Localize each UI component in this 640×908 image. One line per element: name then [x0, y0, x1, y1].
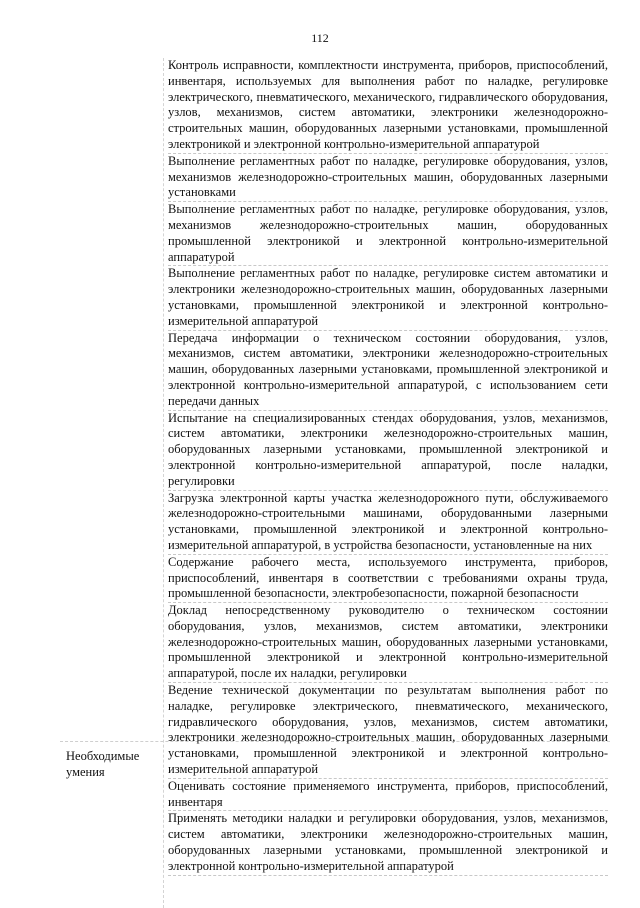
column-divider	[163, 58, 164, 908]
section-label: Необходимые умения	[66, 749, 140, 779]
action-item: Контроль исправности, комплектности инструмента, приборов, приспособлений, инвентаря, используемых для выполнения работ по наладке, регулировке электрического, пневматического, механического, гидравлического оборудования, узлов, механизмов, систем автоматики, электроники железнодорожно-строительных машин, оборудованных лазерными установками, промышленной электроникой и электронной контрольно-измерительной аппаратурой	[168, 58, 608, 154]
action-item: Испытание на специализированных стендах оборудования, узлов, механизмов, систем автоматики, электроники железнодорожно-строительных машин, оборудованных лазерными установками, промышленной электроникой и электронной контрольно-измерительной аппаратурой, после наладки, регулировки	[168, 411, 608, 491]
content-column	[168, 58, 608, 876]
action-item: Доклад непосредственному руководителю о техническом состоянии оборудования, узлов, механизмов, систем автоматики, электроники железнодорожно-строительных машин, оборудованных лазерными установками, промышленной электроникой и электронной контрольно-измерительной аппаратурой, после их наладки, регулировки	[168, 603, 608, 683]
action-item: Содержание рабочего места, используемого инструмента, приборов, приспособлений, инвентаря в соответствии с требованиями охраны труда, промышленной безопасности, электробезопасности, пожарной безопасности	[168, 555, 608, 603]
skill-item: Применять методики наладки и регулировки оборудования, узлов, механизмов, систем автоматики, электроники железнодорожно-строительных машин, оборудованных лазерными установками, промышленной электроникой и электронной контрольно-измерительной аппаратурой	[168, 811, 608, 875]
action-item: Выполнение регламентных работ по наладке, регулировке систем автоматики и электроники железнодорожно-строительных машин, оборудованных лазерными установками, промышленной электроникой и электронной контрольно-измерительной аппаратурой	[168, 266, 608, 330]
skills-label-cell	[66, 749, 161, 781]
action-item: Выполнение регламентных работ по наладке, регулировке оборудования, узлов, механизмов железнодорожно-строительных машин, оборудованных промышленной электроникой и электронной контрольно-измерительной аппаратурой	[168, 202, 608, 266]
action-item: Передача информации о техническом состоянии оборудования, узлов, механизмов, систем автоматики, электроники железнодорожно-строительных машин, оборудованных лазерными установками, промышленной электроникой и электронной контрольно-измерительной аппаратурой, с использованием сети передачи данных	[168, 331, 608, 411]
skill-item: Оценивать состояние применяемого инструмента, приборов, приспособлений, инвентаря	[168, 779, 608, 812]
action-item: Выполнение регламентных работ по наладке, регулировке оборудования, узлов, механизмов железнодорожно-строительных машин, оборудованных лазерными установками	[168, 154, 608, 202]
action-item: Ведение технической документации по результатам выполнения работ по наладке, регулировке электрического, пневматического, механического, гидравлического оборудования, узлов, механизмов, систем автоматики, электроники железнодорожно-строительных машин, оборудованных лазерными установками, промышленной электроникой и электронной контрольно-измерительной аппаратурой	[168, 683, 608, 779]
page-number: 112	[311, 31, 329, 45]
action-item: Загрузка электронной карты участка железнодорожного пути, обслуживаемого железнодорожно-строительными машинами, оборудованными лазерными установками, промышленной электроникой и электронной контрольно-измерительной аппаратурой, в устройства безопасности, установленные на них	[168, 491, 608, 555]
